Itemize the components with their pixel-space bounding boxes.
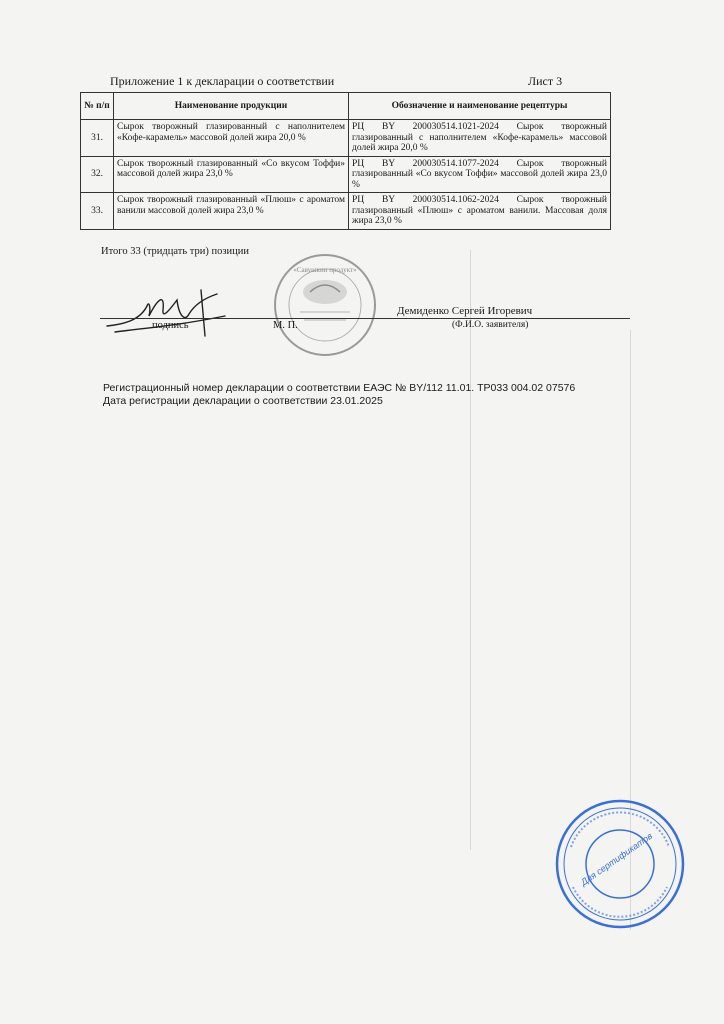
- seal-company-text: «Савушкин продукт»: [293, 266, 357, 274]
- signature-line: [100, 318, 630, 319]
- handwritten-signature: [105, 286, 235, 341]
- product-name: Сырок творожный глазированный с наполнителем «Кофе-карамель» массовой долей жира 20,0 %: [114, 120, 349, 157]
- applicant-name-label: (Ф.И.О. заявителя): [452, 320, 529, 330]
- table-row: [81, 120, 611, 157]
- seal-place-label: М. П.: [273, 320, 298, 331]
- appendix-title: Приложение 1 к декларации о соответствии: [110, 74, 335, 88]
- column-header-recipe: Обозначение и наименование рецептуры: [349, 93, 611, 120]
- column-header-number: № п/п: [81, 93, 114, 120]
- stamp-center-text: Для сертификатов: [579, 830, 655, 888]
- table-row: [81, 193, 611, 230]
- products-table: [80, 92, 611, 230]
- product-name: Сырок творожный глазированный «Плюш» с ароматом ванили массовой долей жира 23,0 %: [114, 193, 349, 230]
- company-seal: [270, 250, 380, 360]
- total-positions: Итого 33 (тридцать три) позиции: [101, 246, 249, 257]
- table-row: [81, 156, 611, 193]
- recipe-designation: РЦ BY 200030514.1062-2024 Сырок творожный глазированный «Плюш» с ароматом ванили. Массовая доля жира 23,0 %: [349, 193, 611, 230]
- row-number: 32.: [81, 156, 114, 193]
- product-name: Сырок творожный глазированный «Со вкусом Тоффи» массовой долей жира 23,0 %: [114, 156, 349, 193]
- blue-round-stamp: [553, 797, 687, 931]
- applicant-name: Демиденко Сергей Игоревич: [397, 305, 533, 317]
- row-number: 31.: [81, 120, 114, 157]
- registration-date: Дата регистрации декларации о соответствии 23.01.2025: [103, 395, 383, 407]
- registration-number: Регистрационный номер декларации о соответствии ЕАЭС № BY/112 11.01. ТР033 004.02 07576: [103, 382, 576, 394]
- column-header-product: Наименование продукции: [114, 93, 349, 120]
- sheet-number: Лист 3: [528, 74, 563, 88]
- scan-artifact-line: [470, 250, 471, 850]
- recipe-designation: РЦ BY 200030514.1077-2024 Сырок творожный глазированный «Со вкусом Тоффи» массовой долей жира 23,0 %: [349, 156, 611, 193]
- recipe-designation: РЦ BY 200030514.1021-2024 Сырок творожный глазированный с наполнителем «Кофе-карамель» массовой долей жира 20,0 %: [349, 120, 611, 157]
- signature-label: подпись: [152, 320, 189, 331]
- table-header-row: [81, 93, 611, 120]
- row-number: 33.: [81, 193, 114, 230]
